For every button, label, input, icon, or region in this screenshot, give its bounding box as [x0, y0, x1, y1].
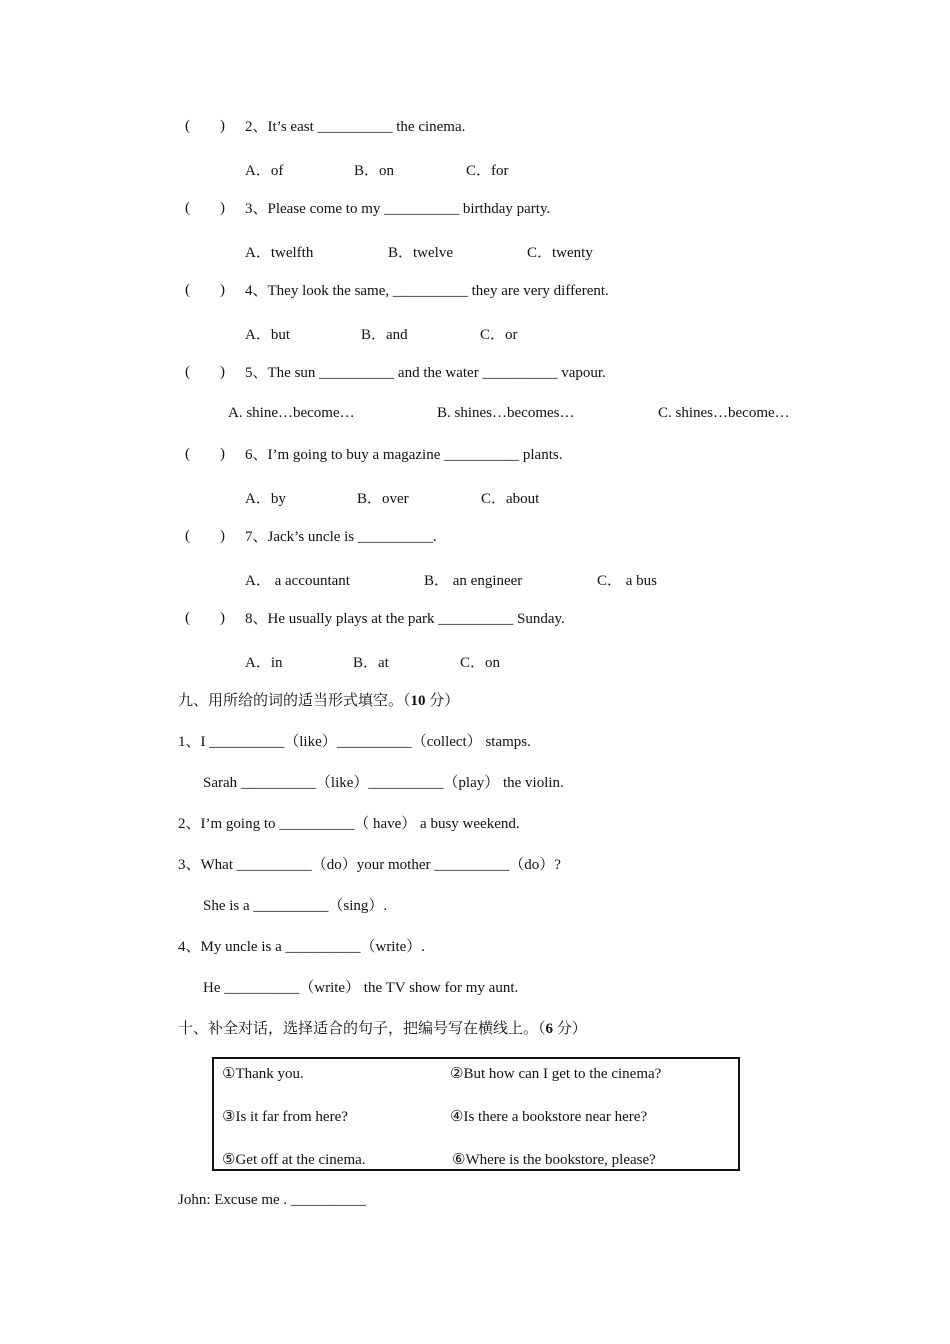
choice-1: ①Thank you. [222, 1066, 304, 1082]
fill-line: She is a __________（sing）. [203, 898, 388, 914]
fill-line: 4、My uncle is a __________（write）. [178, 939, 426, 955]
dialog-line: John: Excuse me . __________ [178, 1192, 366, 1208]
option-c: C．or [480, 327, 518, 343]
question-stem: 5、The sun __________ and the water __________ vapour. [245, 365, 606, 381]
option-a: A． a accountant [245, 573, 350, 589]
section-10-title: 十、补全对话，选择适合的句子，把编号写在横线上。（6 分） [178, 1021, 587, 1037]
option-a: A．but [245, 327, 291, 343]
option-b: B． an engineer [424, 573, 523, 589]
answer-paren[interactable]: ( ) [185, 282, 225, 298]
question-stem: 8、He usually plays at the park __________ Sunday. [245, 611, 565, 627]
option-a: A. shine…become… [228, 405, 355, 421]
option-a: A．of [245, 163, 284, 179]
choice-3: ③Is it far from here? [222, 1109, 348, 1125]
option-a: A．in [245, 655, 283, 671]
section-9-title: 九、用所给的词的适当形式填空。（10 分） [178, 693, 460, 709]
option-a: A．by [245, 491, 286, 507]
choice-2: ②But how can I get to the cinema? [450, 1066, 662, 1082]
option-c: C. shines…become… [658, 405, 790, 421]
answer-paren[interactable]: ( ) [185, 446, 225, 462]
option-b: B．on [354, 163, 395, 179]
choices-box [212, 1057, 740, 1171]
option-c: C．for [466, 163, 509, 179]
option-b: B. shines…becomes… [437, 405, 575, 421]
option-a: A．twelfth [245, 245, 314, 261]
fill-line: Sarah __________（like）__________（play） the violin. [203, 775, 564, 791]
fill-line: 3、What __________（do）your mother __________（do）? [178, 857, 561, 873]
question-stem: 6、I’m going to buy a magazine __________ plants. [245, 447, 563, 463]
question-stem: 4、They look the same, __________ they are very different. [245, 283, 609, 299]
fill-line: He __________（write） the TV show for my aunt. [203, 980, 519, 996]
option-c: C．about [481, 491, 540, 507]
option-b: B．and [361, 327, 408, 343]
answer-paren[interactable]: ( ) [185, 200, 225, 216]
question-stem: 3、Please come to my __________ birthday party. [245, 201, 551, 217]
question-stem: 7、Jack’s uncle is __________. [245, 529, 437, 545]
option-c: C． a bus [597, 573, 658, 589]
option-b: B．over [357, 491, 409, 507]
answer-paren[interactable]: ( ) [185, 118, 225, 134]
fill-line: 2、I’m going to __________（ have） a busy weekend. [178, 816, 520, 832]
question-stem: 2、It’s east __________ the cinema. [245, 119, 466, 135]
choice-4: ④Is there a bookstore near here? [450, 1109, 648, 1125]
option-c: C．on [460, 655, 501, 671]
choice-6: ⑥Where is the bookstore, please? [452, 1152, 656, 1168]
fill-line: 1、I __________（like）__________（collect） stamps. [178, 734, 531, 750]
option-b: B．at [353, 655, 389, 671]
answer-paren[interactable]: ( ) [185, 610, 225, 626]
answer-paren[interactable]: ( ) [185, 364, 225, 380]
choice-5: ⑤Get off at the cinema. [222, 1152, 366, 1168]
option-c: C．twenty [527, 245, 593, 261]
option-b: B．twelve [388, 245, 453, 261]
answer-paren[interactable]: ( ) [185, 528, 225, 544]
